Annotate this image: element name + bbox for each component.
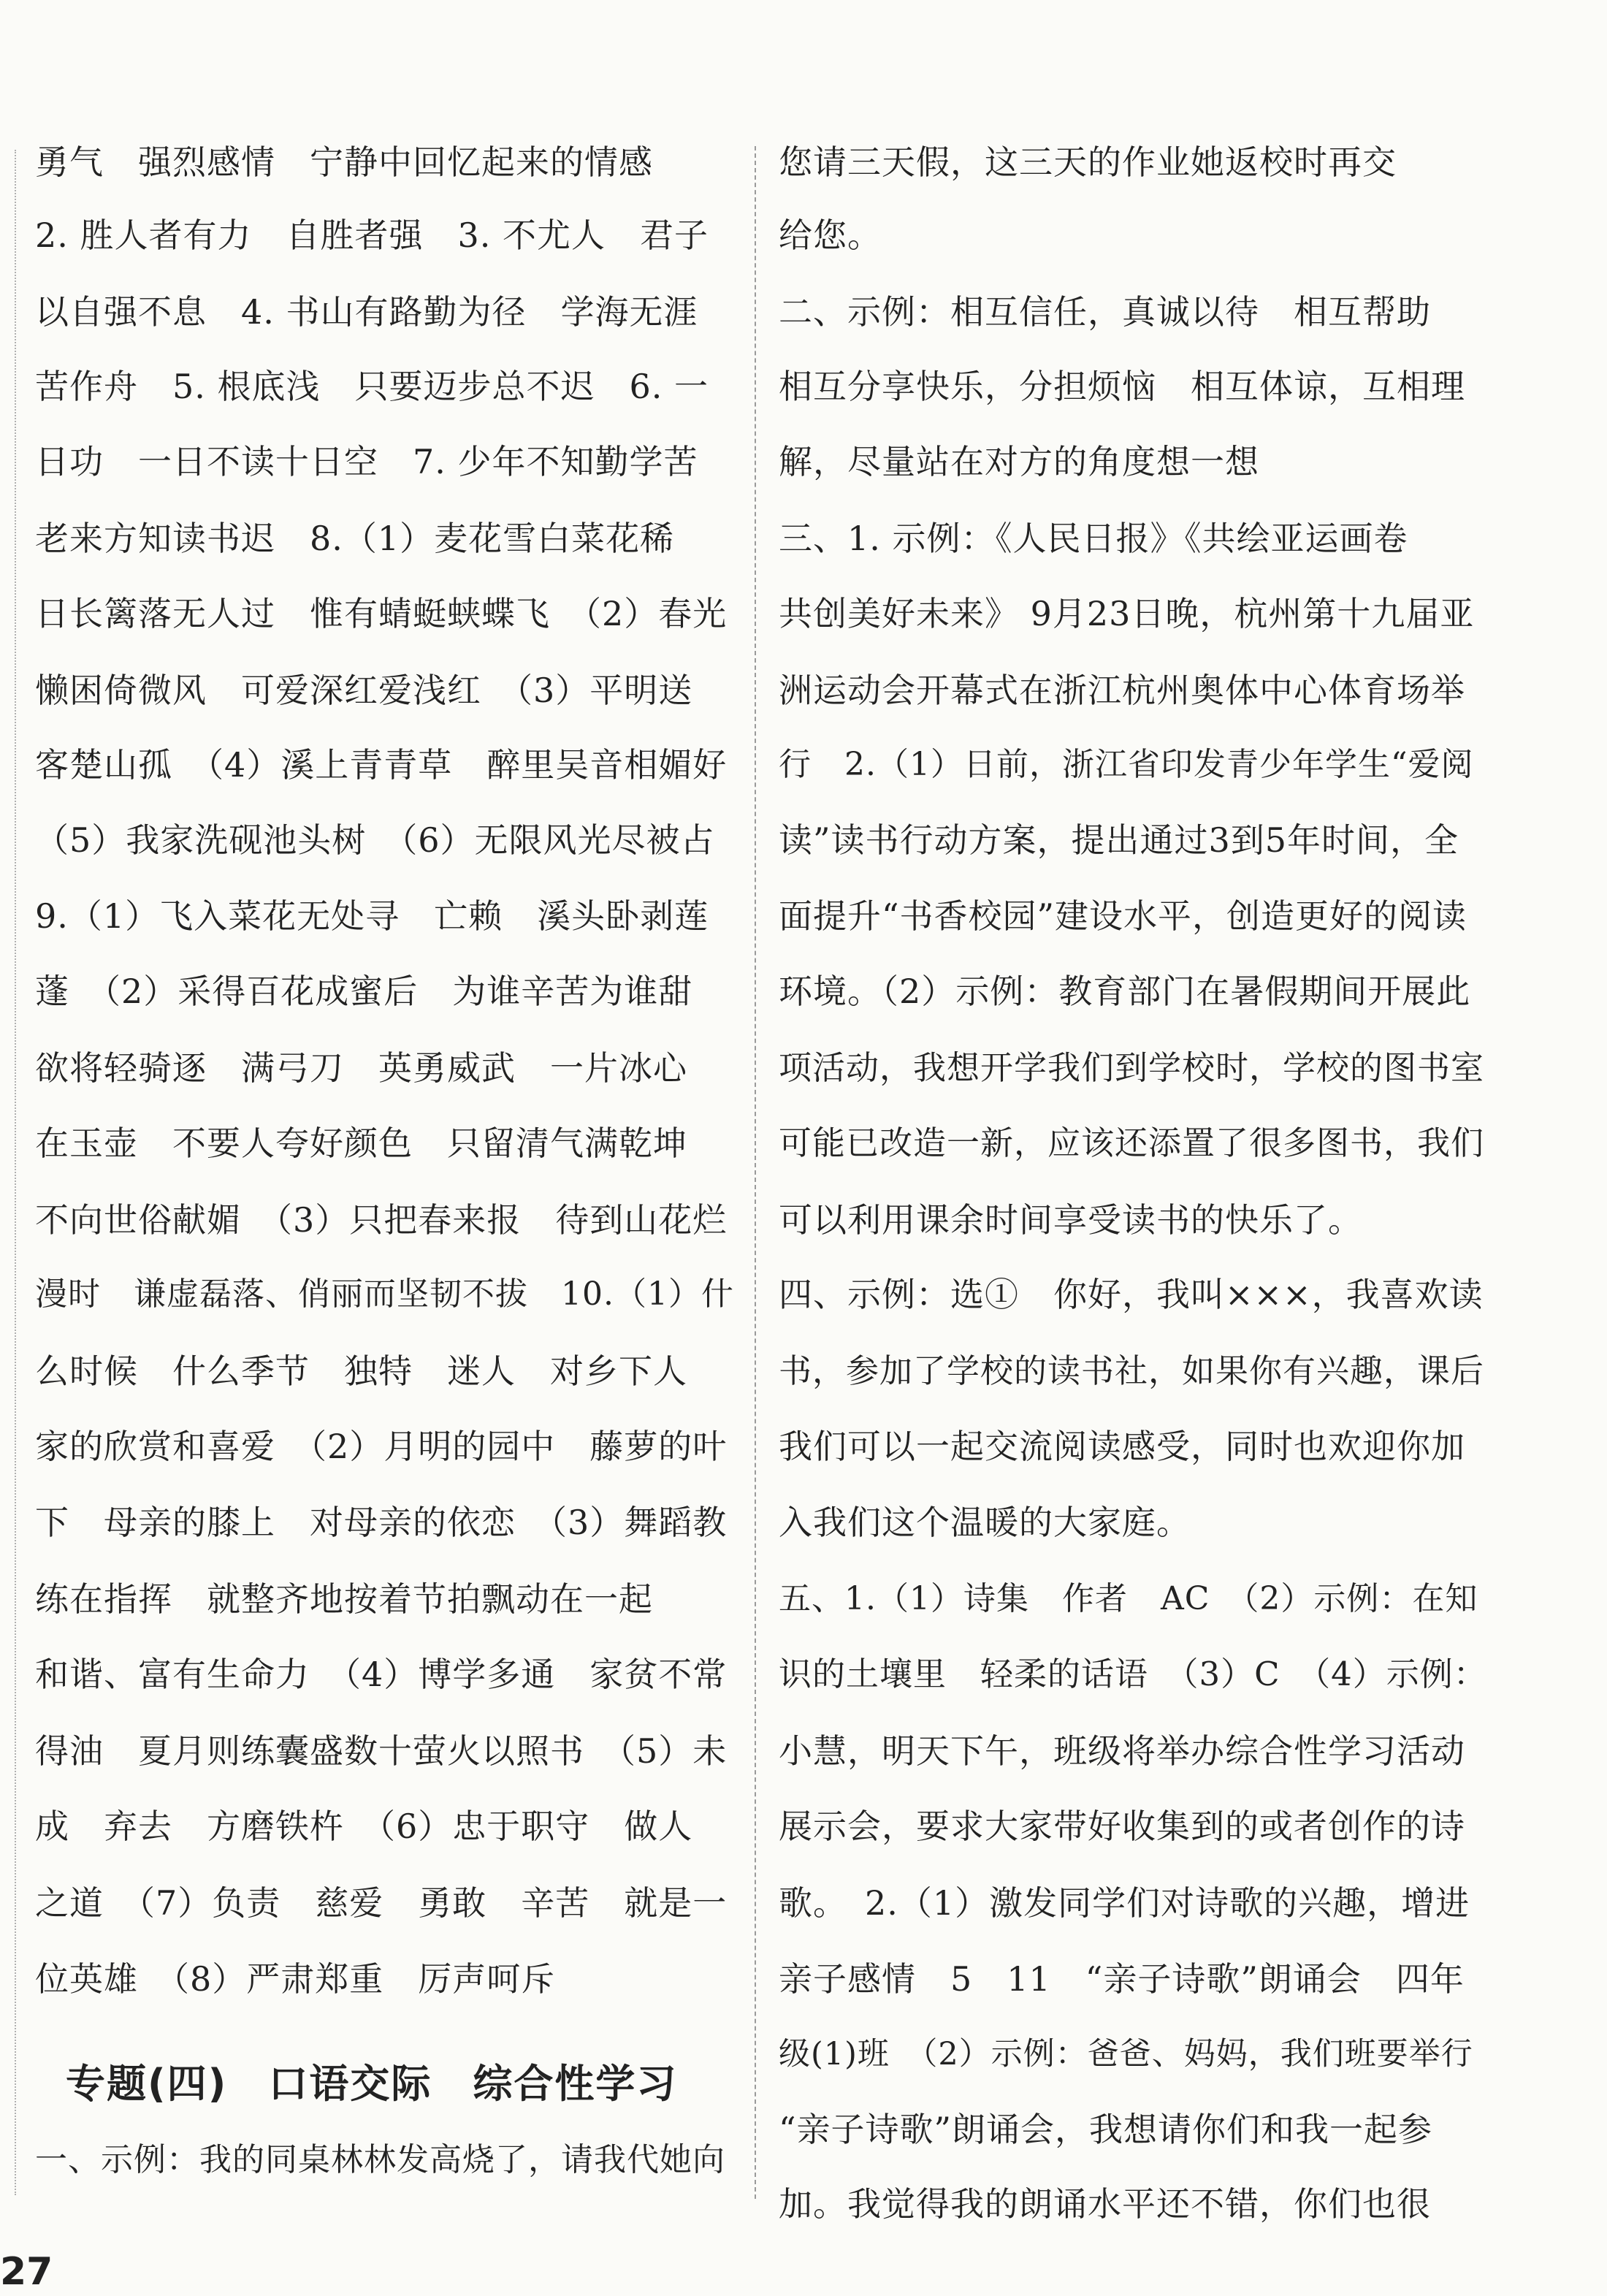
answer-line: 面提升“书香校园”建设水平，创造更好的阅读 xyxy=(779,896,1467,936)
answer-line: 家的欣赏和喜爱 （2）月明的园中 藤萝的叶 xyxy=(35,1427,728,1466)
answer-line: 级(1)班 （2）示例：爸爸、妈妈，我们班要举行 xyxy=(779,2036,1473,2072)
answer-line: 位英雄 （8）严肃郑重 厉声呵斥 xyxy=(35,1959,556,1999)
answer-line: 我们可以一起交流阅读感受，同时也欢迎你加 xyxy=(779,1427,1465,1466)
answer-line: 日功 一日不读十日空 7. 少年不知勤学苦 xyxy=(35,442,698,481)
answer-line: 和谐、富有生命力 （4）博学多通 家贫不常 xyxy=(35,1655,728,1694)
answer-line: 练在指挥 就整齐地按着节拍飘动在一起 xyxy=(35,1579,653,1619)
answer-line: 老来方知读书迟 8.（1）麦花雪白菜花稀 xyxy=(35,519,675,558)
answer-line: 懒困倚微风 可爱深红爱浅红 （3）平明送 xyxy=(35,671,693,710)
answer-line: 之道 （7）负责 慈爱 勇敢 辛苦 就是一 xyxy=(35,1883,728,1923)
answer-line: 么时候 什么季节 独特 迷人 对乡下人 xyxy=(35,1351,687,1391)
answer-line: 给您。 xyxy=(779,216,882,255)
answer-line: 相互分享快乐，分担烦恼 相互体谅，互相理 xyxy=(779,367,1465,406)
answer-line: 在玉壶 不要人夸好颜色 只留清气满乾坤 xyxy=(35,1124,687,1163)
answer-line: 环境。（2）示例：教育部门在暑假期间开展此 xyxy=(779,972,1471,1011)
section-title: 专题(四) 口语交际 综合性学习 xyxy=(66,2061,678,2107)
answer-line: 入我们这个温暖的大家庭。 xyxy=(779,1503,1191,1542)
answer-line: 歌。 2.（1）激发同学们对诗歌的兴趣，增进 xyxy=(779,1883,1470,1923)
answer-line: 苦作舟 5. 根底浅 只要迈步总不迟 6. 一 xyxy=(35,367,709,406)
left-margin-rule xyxy=(15,150,18,2195)
answer-line: 9.（1）飞入菜花无处寻 亡赖 溪头卧剥莲 xyxy=(35,896,709,936)
answer-line: 可能已改造一新，应该还添置了很多图书，我们 xyxy=(779,1124,1485,1162)
answer-line: 可以利用课余时间享受读书的快乐了。 xyxy=(779,1200,1362,1240)
answer-line: 2. 胜人者有力 自胜者强 3. 不尤人 君子 xyxy=(35,216,709,255)
answer-line: 项活动，我想开学我们到学校时，学校的图书室 xyxy=(779,1048,1485,1087)
answer-line: 加。我觉得我的朗诵水平还不错，你们也很 xyxy=(779,2184,1431,2224)
answer-line: 漫时 谦虚磊落、俏丽而坚韧不拔 10.（1）什 xyxy=(35,1275,734,1313)
page-number: 27 xyxy=(0,2250,53,2294)
answer-line: 欲将轻骑逐 满弓刀 英勇威武 一片冰心 xyxy=(35,1048,687,1088)
answer-line: 小慧，明天下午，班级将举办综合性学习活动 xyxy=(779,1731,1465,1771)
answer-line: 行 2.（1）日前，浙江省印发青少年学生“爱阅 xyxy=(779,746,1474,783)
answer-line: 得油 夏月则练囊盛数十萤火以照书 （5）未 xyxy=(35,1731,728,1771)
answer-line: 客楚山孤 （4）溪上青青草 醉里吴音相媚好 xyxy=(35,745,728,785)
column-divider xyxy=(755,146,757,2199)
answer-line: 三、1. 示例：《人民日报》《共绘亚运画卷 xyxy=(779,519,1408,558)
answer-line: 下 母亲的膝上 对母亲的依恋 （3）舞蹈教 xyxy=(35,1503,728,1542)
answer-line: 成 弃去 方磨铁杵 （6）忠于职守 做人 xyxy=(35,1807,693,1846)
answer-line: 书，参加了学校的读书社，如果你有兴趣，课后 xyxy=(779,1351,1485,1390)
answer-line: 二、示例：相互信任，真诚以待 相互帮助 xyxy=(779,292,1431,332)
answer-line: 不向世俗献媚 （3）只把春来报 待到山花烂 xyxy=(35,1200,728,1240)
answer-line: 以自强不息 4. 书山有路勤为径 学海无涯 xyxy=(35,292,698,332)
answer-line: 五、1.（1）诗集 作者 AC （2）示例：在知 xyxy=(779,1580,1478,1617)
answer-line: “亲子诗歌”朗诵会，我想请你们和我一起参 xyxy=(779,2110,1433,2149)
answer-line: 您请三天假，这三天的作业她返校时再交 xyxy=(779,142,1397,182)
answer-line: 勇气 强烈感情 宁静中回忆起来的情感 xyxy=(35,142,653,182)
answer-line: 共创美好未来》 9月23日晚，杭州第十九届亚 xyxy=(779,594,1475,633)
answer-line: 读”读书行动方案，提出通过3到5年时间，全 xyxy=(779,820,1459,860)
answer-line: 一、示例：我的同桌林林发高烧了，请我代她向 xyxy=(35,2141,725,2178)
answer-line: 日长篱落无人过 惟有蜻蜓蛱蝶飞 （2）春光 xyxy=(35,594,728,633)
answer-line: 四、示例：选① 你好，我叫×××，我喜欢读 xyxy=(779,1275,1484,1314)
answer-line: 洲运动会开幕式在浙江杭州奥体中心体育场举 xyxy=(779,671,1465,710)
answer-line: 蓬 （2）采得百花成蜜后 为谁辛苦为谁甜 xyxy=(35,972,693,1011)
answer-line: 亲子感情 5 11 “亲子诗歌”朗诵会 四年 xyxy=(779,1959,1465,1999)
answer-line: 识的土壤里 轻柔的话语 （3）C （4）示例： xyxy=(779,1655,1487,1693)
answer-line: （5）我家洗砚池头树 （6）无限风光尽被占 xyxy=(35,820,715,860)
answer-line: 解，尽量站在对方的角度想一想 xyxy=(779,442,1259,481)
answer-line: 展示会，要求大家带好收集到的或者创作的诗 xyxy=(779,1807,1465,1846)
